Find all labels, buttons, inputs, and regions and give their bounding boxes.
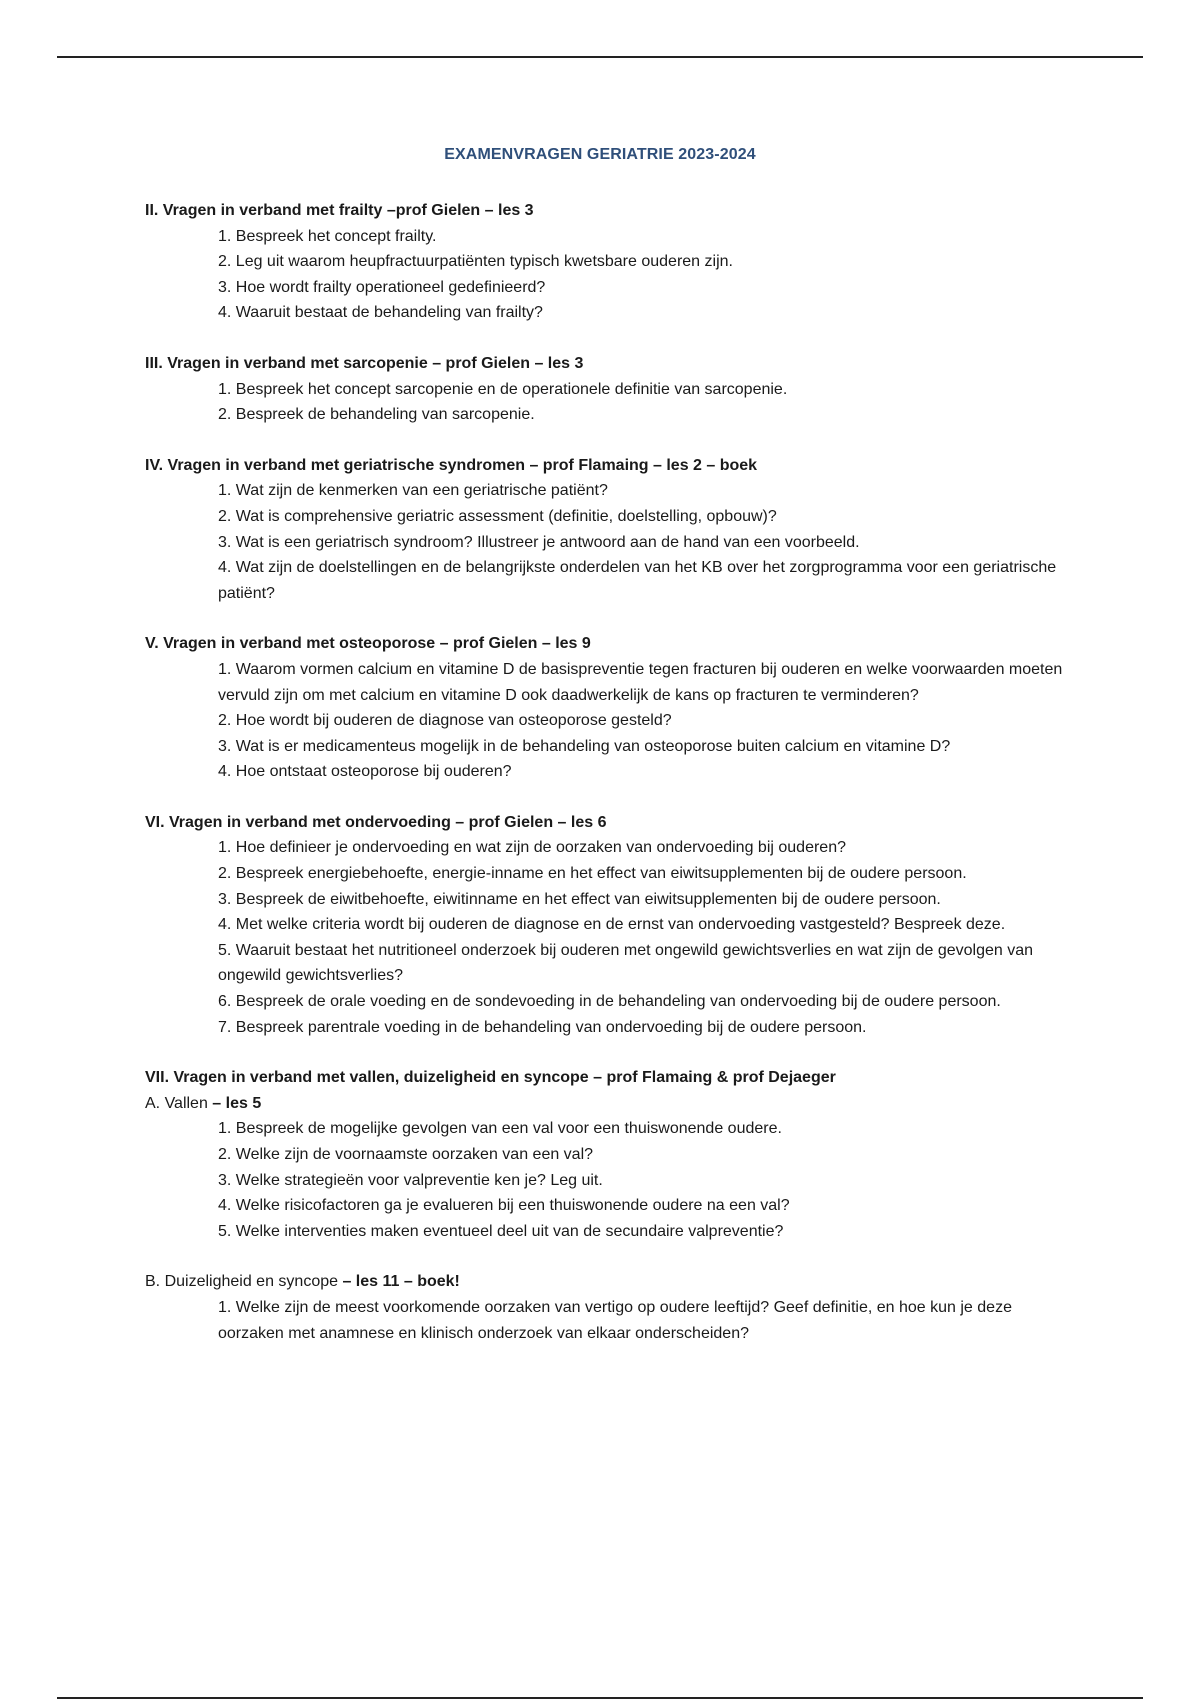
question-item: 2. Hoe wordt bij ouderen de diagnose van osteoporose gesteld? [218, 712, 672, 730]
question-item: 7. Bespreek parentrale voeding in de behandeling van ondervoeding bij de oudere persoon. [218, 1018, 867, 1036]
document-title: EXAMENVRAGEN GERIATRIE 2023-2024 [444, 146, 756, 163]
question-item: 3. Welke strategieën voor valpreventie ken je? Leg uit. [218, 1171, 603, 1189]
question-item: 1. Hoe definieer je ondervoeding en wat zijn de oorzaken van ondervoeding bij ouderen? [218, 839, 846, 857]
question-item: 5. Welke interventies maken eventueel deel uit van de secundaire valpreventie? [218, 1222, 784, 1240]
question-item: 2. Bespreek de behandeling van sarcopenie. [218, 406, 535, 424]
question-item: 2. Welke zijn de voornaamste oorzaken van een val? [218, 1146, 594, 1163]
section-heading: VII. Vragen in verband met vallen, duizeligheid en syncope – prof Flamaing & prof Dejaeger [145, 1069, 836, 1087]
sub-heading-label: A. Vallen [145, 1094, 208, 1112]
section-heading: IV. Vragen in verband met geriatrische syndromen – prof Flamaing – les 2 – boek [145, 456, 758, 474]
question-item: 1. Waarom vormen calcium en vitamine D de basispreventie tegen fracturen bij ouderen en welke voorwaarden moeten vervuld zijn om met calcium en vitamine D ook daadwerkelijk de kans op fracturen te verminderen? [218, 660, 1063, 704]
section-frailty [145, 198, 1065, 326]
question-list [145, 224, 1065, 326]
section-heading: II. Vragen in verband met frailty –prof Gielen – les 3 [145, 202, 534, 219]
question-item: 4. Hoe ontstaat osteoporose bij ouderen? [218, 763, 512, 781]
sub-heading-vallen [145, 1091, 1065, 1117]
section-duizeligheid [145, 1269, 1065, 1346]
question-list [145, 1295, 1065, 1346]
document-body [145, 198, 1065, 1346]
question-list [145, 478, 1065, 606]
question-item: 5. Waaruit bestaat het nutritioneel onderzoek bij ouderen met ongewild gewichtsverlies en wat zijn de gevolgen van ongewild gewichtsverlies? [218, 941, 1033, 985]
question-item: 6. Bespreek de orale voeding en de sondevoeding in de behandeling van ondervoeding bij de oudere persoon. [218, 993, 1001, 1011]
question-item: 4. Wat zijn de doelstellingen en de belangrijkste onderdelen van het KB over het zorgprogramma voor een geriatrische patiënt? [218, 559, 1057, 602]
top-rule [57, 56, 1143, 58]
question-list [145, 377, 1065, 428]
question-list [145, 835, 1065, 1040]
question-item: 3. Bespreek de eiwitbehoefte, eiwitinname en het effect van eiwitsupplementen bij de oudere persoon. [218, 890, 941, 908]
section-vallen [145, 1065, 1065, 1244]
question-item: 4. Waaruit bestaat de behandeling van frailty? [218, 304, 543, 322]
question-item: 1. Bespreek het concept frailty. [218, 227, 437, 245]
section-heading: V. Vragen in verband met osteoporose – prof Gielen – les 9 [145, 635, 591, 653]
section-ondervoeding [145, 810, 1065, 1040]
question-item: 2. Wat is comprehensive geriatric assessment (definitie, doelstelling, opbouw)? [218, 507, 777, 525]
question-list [145, 1116, 1065, 1244]
question-item: 3. Wat is een geriatrisch syndroom? Illustreer je antwoord aan de hand van een voorbeeld. [218, 533, 860, 551]
question-item: 3. Hoe wordt frailty operationeel gedefinieerd? [218, 278, 546, 296]
section-osteoporose [145, 631, 1065, 785]
sub-heading-lesson: – les 5 [207, 1094, 262, 1112]
sub-heading-label: B. Duizeligheid en syncope [145, 1273, 339, 1291]
section-sarcopenie [145, 351, 1065, 428]
sub-heading-lesson: – les 11 – boek! [338, 1273, 460, 1291]
question-item: 1. Bespreek de mogelijke gevolgen van een val voor een thuiswonende oudere. [218, 1120, 782, 1138]
bottom-rule [57, 1697, 1143, 1699]
section-heading: III. Vragen in verband met sarcopenie – prof Gielen – les 3 [145, 354, 584, 372]
question-item: 2. Bespreek energiebehoefte, energie-inname en het effect van eiwitsupplementen bij de oudere persoon. [218, 865, 967, 883]
section-heading: VI. Vragen in verband met ondervoeding – prof Gielen – les 6 [145, 813, 607, 831]
section-geriatrische-syndromen [145, 453, 1065, 607]
question-item: 3. Wat is er medicamenteus mogelijk in de behandeling van osteoporose buiten calcium en vitamine D? [218, 737, 951, 755]
question-item: 1. Wat zijn de kenmerken van een geriatrische patiënt? [218, 482, 608, 500]
question-item: 4. Met welke criteria wordt bij ouderen de diagnose en de ernst van ondervoeding vastgesteld? Bespreek deze. [218, 916, 1006, 934]
question-item: 1. Bespreek het concept sarcopenie en de operationele definitie van sarcopenie. [218, 380, 788, 398]
question-item: 2. Leg uit waarom heupfractuurpatiënten typisch kwetsbare ouderen zijn. [218, 253, 733, 271]
question-item: 4. Welke risicofactoren ga je evalueren bij een thuiswonende oudere na een val? [218, 1197, 790, 1215]
question-list [145, 657, 1065, 785]
sub-heading-duizeligheid [145, 1269, 1065, 1295]
question-item: 1. Welke zijn de meest voorkomende oorzaken van vertigo op oudere leeftijd? Geef definitie, en hoe kun je deze oorzaken met anamnese en klinisch onderzoek van elkaar onderscheiden? [218, 1298, 1012, 1342]
